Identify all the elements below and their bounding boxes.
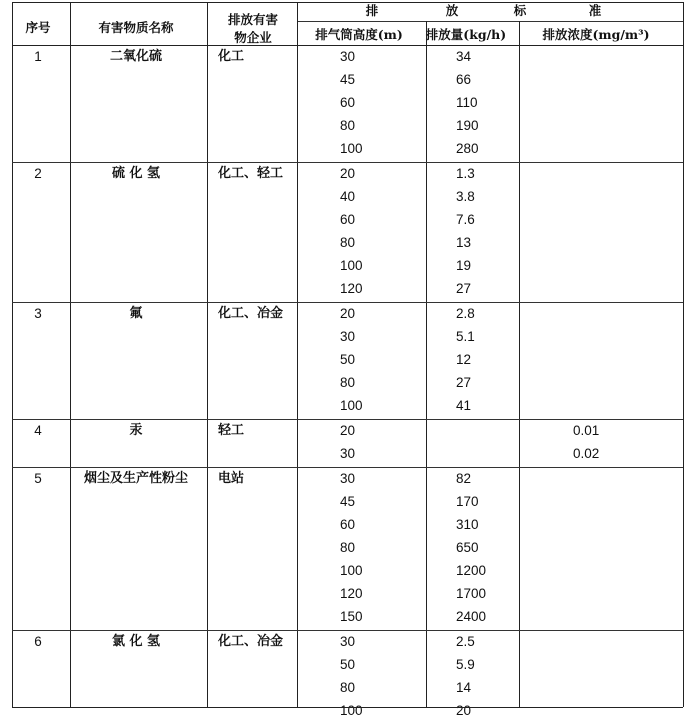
stack-height-value: 30 xyxy=(340,446,356,461)
serial-number: 3 xyxy=(34,306,42,321)
emission-rate-value: 12 xyxy=(456,352,472,367)
substance-name: 二氧化硫 xyxy=(109,49,163,64)
emission-rate-value: 650 xyxy=(456,540,479,555)
stack-height-value: 50 xyxy=(340,657,356,672)
emission-rate-value: 280 xyxy=(456,141,479,156)
emission-rate-value: 27 xyxy=(456,375,472,390)
stack-height-value: 45 xyxy=(340,494,356,509)
emission-rate-value: 170 xyxy=(456,494,479,509)
stack-height-value: 20 xyxy=(340,166,356,181)
header-standard-char-4: 准 xyxy=(588,3,602,18)
emission-rate-value: 34 xyxy=(456,49,472,64)
stack-height-value: 45 xyxy=(340,72,356,87)
stack-height-value: 60 xyxy=(340,212,356,227)
emission-rate-value: 1700 xyxy=(456,586,487,601)
emission-rate-value: 5.9 xyxy=(456,657,475,672)
emission-rate-value: 2400 xyxy=(456,609,487,624)
header-standard-char-2: 放 xyxy=(445,3,459,18)
enterprise-type: 化工、冶金 xyxy=(218,306,284,321)
substance-name: 氯 化 氢 xyxy=(111,634,161,649)
emission-rate-value: 20 xyxy=(456,703,472,718)
serial-number: 1 xyxy=(34,49,42,64)
emission-rate-value: 1200 xyxy=(456,563,487,578)
substance-name: 氟 xyxy=(129,306,143,321)
stack-height-value: 30 xyxy=(340,471,356,486)
stack-height-value: 80 xyxy=(340,375,356,390)
emission-rate-value: 2.5 xyxy=(456,634,475,649)
stack-height-value: 100 xyxy=(340,398,363,413)
table-bottom-rule xyxy=(12,707,683,708)
header-serial-number: 序号 xyxy=(25,20,51,35)
header-enterprise-line2: 物企业 xyxy=(234,30,272,45)
header-emission-rate: 排放量(kg/h) xyxy=(425,27,507,42)
emission-rate-value: 13 xyxy=(456,235,472,250)
column-rule xyxy=(70,2,71,707)
stack-height-value: 30 xyxy=(340,49,356,64)
header-bottom-rule xyxy=(12,45,683,46)
header-stack-height: 排气筒高度(m) xyxy=(315,27,403,42)
stack-height-value: 60 xyxy=(340,517,356,532)
emission-rate-value: 14 xyxy=(456,680,472,695)
enterprise-type: 电站 xyxy=(218,471,245,486)
emission-rate-value: 82 xyxy=(456,471,472,486)
emission-concentration-value: 0.01 xyxy=(573,423,600,438)
serial-number: 4 xyxy=(34,423,42,438)
serial-number: 6 xyxy=(34,634,42,649)
stack-height-value: 120 xyxy=(340,281,363,296)
emission-rate-value: 41 xyxy=(456,398,472,413)
stack-height-value: 100 xyxy=(340,703,363,718)
emission-rate-value: 19 xyxy=(456,258,472,273)
serial-number: 2 xyxy=(34,166,42,181)
stack-height-value: 80 xyxy=(340,235,356,250)
stack-height-value: 80 xyxy=(340,118,356,133)
stack-height-value: 20 xyxy=(340,423,356,438)
enterprise-type: 化工 xyxy=(218,49,245,64)
stack-height-value: 20 xyxy=(340,306,356,321)
emission-rate-value: 7.6 xyxy=(456,212,475,227)
stack-height-value: 50 xyxy=(340,352,356,367)
stack-height-value: 150 xyxy=(340,609,363,624)
emission-rate-value: 310 xyxy=(456,517,479,532)
emission-rate-value: 110 xyxy=(456,95,478,110)
column-rule xyxy=(426,21,427,707)
header-substance-name: 有害物质名称 xyxy=(98,20,174,35)
stack-height-value: 120 xyxy=(340,586,363,601)
stack-height-value: 80 xyxy=(340,540,356,555)
serial-number: 5 xyxy=(34,471,42,486)
stack-height-value: 80 xyxy=(340,680,356,695)
header-emission-concentration: 排放浓度(mg/m³) xyxy=(542,27,650,42)
column-rule xyxy=(207,2,208,707)
substance-name: 硫 化 氢 xyxy=(111,166,161,181)
emission-concentration-value: 0.02 xyxy=(573,446,600,461)
stack-height-value: 30 xyxy=(340,634,356,649)
stack-height-value: 100 xyxy=(340,141,363,156)
emission-rate-value: 1.3 xyxy=(456,166,475,181)
group-separator-rule xyxy=(12,302,683,303)
stack-height-value: 40 xyxy=(340,189,356,204)
group-separator-rule xyxy=(12,630,683,631)
substance-name: 烟尘及生产性粉尘 xyxy=(83,471,189,486)
stack-height-value: 100 xyxy=(340,258,363,273)
column-rule xyxy=(12,2,13,707)
emission-rate-value: 2.8 xyxy=(456,306,475,321)
group-separator-rule xyxy=(12,162,683,163)
group-separator-rule xyxy=(12,419,683,420)
table-top-rule xyxy=(12,2,683,3)
header-standard-char-1: 排 xyxy=(365,3,379,18)
group-separator-rule xyxy=(12,467,683,468)
stack-height-value: 60 xyxy=(340,95,356,110)
emission-rate-value: 3.8 xyxy=(456,189,475,204)
emission-rate-value: 190 xyxy=(456,118,479,133)
header-split-rule xyxy=(297,21,683,22)
column-rule xyxy=(683,2,684,707)
stack-height-value: 100 xyxy=(340,563,363,578)
enterprise-type: 轻工 xyxy=(218,423,245,438)
stack-height-value: 30 xyxy=(340,329,356,344)
substance-name: 汞 xyxy=(129,423,143,438)
emission-rate-value: 5.1 xyxy=(456,329,475,344)
enterprise-type: 化工、冶金 xyxy=(218,634,284,649)
emission-rate-value: 66 xyxy=(456,72,472,87)
column-rule xyxy=(519,21,520,707)
column-rule xyxy=(297,2,298,707)
header-enterprise-line1: 排放有害 xyxy=(227,12,279,27)
enterprise-type: 化工、轻工 xyxy=(218,166,284,181)
emission-rate-value: 27 xyxy=(456,281,472,296)
header-standard-char-3: 标 xyxy=(513,3,527,18)
